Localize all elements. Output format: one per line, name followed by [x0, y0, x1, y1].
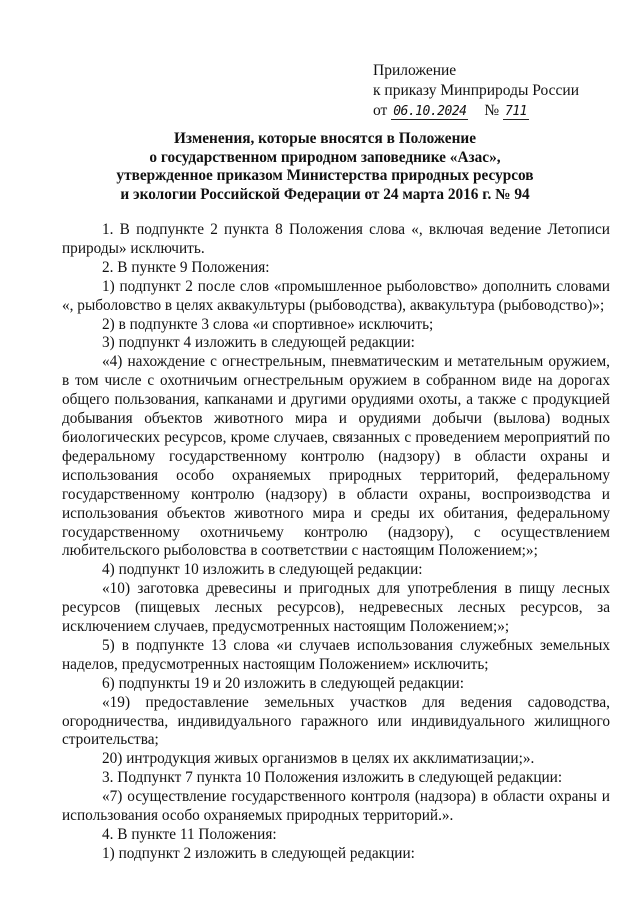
- paragraph: «19) предоставление земельных участков для ведения садоводства, огородничества, индивидуального гаражного или индивидуального жилищного строительства;: [62, 693, 610, 749]
- paragraph: 2. В пункте 9 Положения:: [102, 258, 270, 276]
- appendix-order-ref: к приказу Минприроды России: [373, 82, 580, 99]
- title-line: утвержденное приказом Министерства природных ресурсов: [116, 167, 534, 184]
- paragraph: 4) подпункт 10 изложить в следующей редакции:: [102, 561, 423, 579]
- title-line: Изменения, которые вносятся в Положение: [173, 130, 477, 147]
- appendix-title: Приложение: [373, 62, 457, 79]
- paragraph: 3. Подпункт 7 пункта 10 Положения изложить в следующей редакции:: [102, 769, 563, 787]
- appendix-number-label: №: [484, 102, 500, 119]
- appendix-from-label: от: [373, 102, 388, 119]
- handwritten-date: 06.10.2024: [393, 104, 467, 119]
- paragraph: 1. В подпункте 2 пункта 8 Положения слова «, включая ведение Летописи природы» исключить.: [62, 221, 610, 257]
- paragraph: 20) интродукция живых организмов в целях их акклиматизации;».: [102, 750, 535, 768]
- handwritten-number: 711: [505, 104, 528, 119]
- appendix-header: [373, 61, 579, 121]
- paragraph: 1) подпункт 2 изложить в следующей редакции:: [102, 844, 415, 862]
- paragraph: 3) подпункт 4 изложить в следующей редакции:: [102, 334, 415, 352]
- title-line: и экологии Российской Федерации от 24 марта 2016 г. № 94: [120, 185, 530, 203]
- paragraph: 1) подпункт 2 после слов «промышленное рыболовство» дополнить словами «, рыболовство в целях аквакультуры (рыбоводства), аквакультура (рыбоводство)»;: [62, 277, 610, 314]
- paragraph: 2) в подпункте 3 слова «и спортивное» исключить;: [102, 315, 434, 333]
- document-body: [62, 221, 610, 864]
- paragraph: «10) заготовка древесины и пригодных для употребления в пищу лесных ресурсов (пищевых лесных ресурсов), недревесных лесных ресурсов, за исключением случаев, предусмотренных настоящим Положением;»;: [62, 580, 610, 636]
- document-title: [60, 130, 590, 204]
- paragraph: 4. В пункте 11 Положения:: [102, 826, 277, 843]
- paragraph: 5) в подпункте 13 слова «и случаев использования служебных земельных наделов, предусмотренных настоящим Положением» исключить;: [62, 636, 610, 673]
- paragraph: «4) нахождение с огнестрельным, пневматическим и метательным оружием, в том числе с охотничьим огнестрельным оружием в собранном виде на дорогах общего пользования, капканами и другими орудиями охоты, а также с продукцией добывания объектов животного мира и орудиями добычи (вылова) водных биологических ресурсов, кроме случаев, связанных с проведением мероприятий по федеральному государственному контролю (надзору) в области охраны и использования особо охраняемых природных территорий, федеральному государственному контролю (надзору) в области охраны, воспроизводства и использования объектов животного мира и среды их обитания, федеральному государственному охотничьему контролю (надзору), с осуществлением любительского рыболовства в соответствии с настоящим Положением;»;: [62, 353, 610, 560]
- paragraph: «7) осуществление государственного контроля (надзора) в области охраны и использования особо охраняемых природных территорий.».: [62, 788, 610, 825]
- paragraph: 6) подпункты 19 и 20 изложить в следующей редакции:: [102, 674, 464, 692]
- title-line: о государственном природном заповеднике «Азас»,: [149, 148, 501, 166]
- appendix-date-line: [373, 101, 579, 121]
